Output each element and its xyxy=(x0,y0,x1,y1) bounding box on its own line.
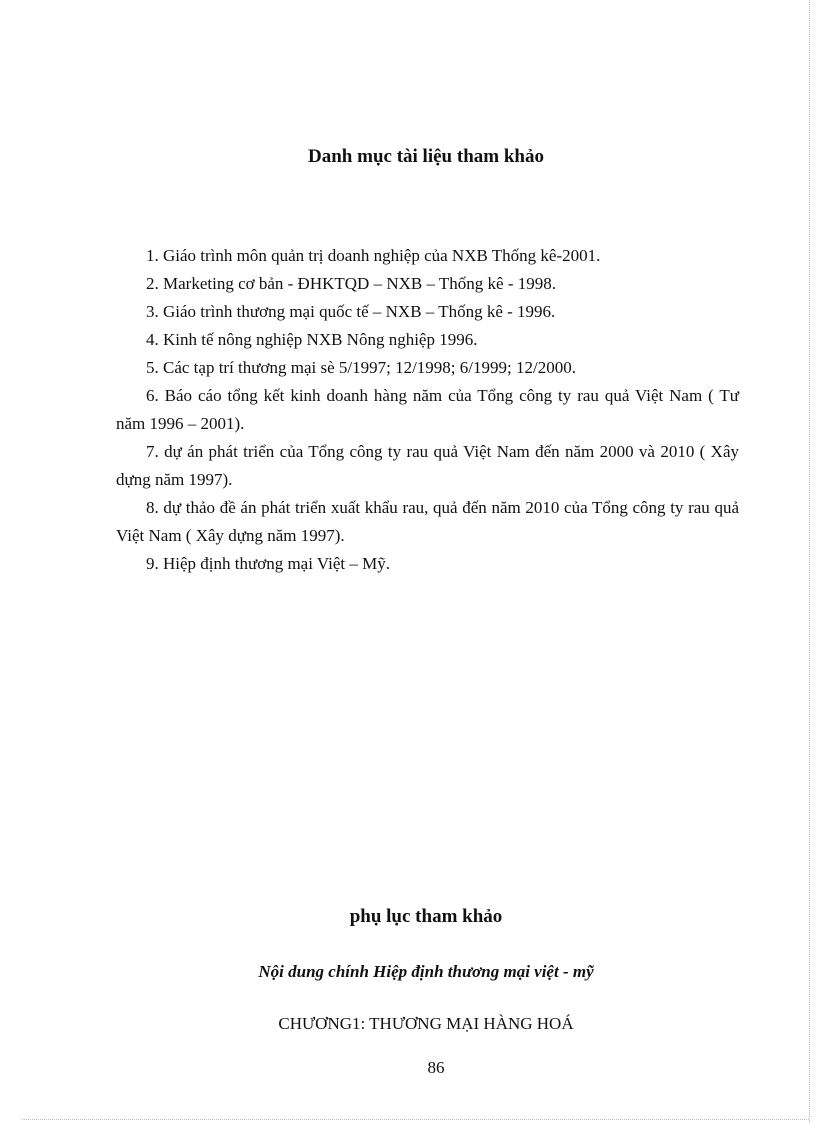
references-title: Danh mục tài liệu tham khảo xyxy=(308,146,544,167)
reference-item: 7. dự án phát triển của Tổng công ty rau quả Việt Nam đến năm 2000 và 2010 ( Xây dựng năm 1997). xyxy=(116,442,739,489)
references-list xyxy=(116,242,739,578)
appendix-title: phụ lục tham khảo xyxy=(349,906,503,927)
reference-item: 1. Giáo trình môn quản trị doanh nghiệp của NXB Thống kê-2001. xyxy=(146,246,601,265)
appendix-subtitle: Nội dung chính Hiệp định thương mại việt - mỹ xyxy=(258,962,594,981)
reference-item: 4. Kinh tế nông nghiệp NXB Nông nghiệp 1996. xyxy=(146,330,478,349)
reference-item: 8. dự thảo đề án phát triển xuất khẩu rau, quả đến năm 2010 của Tổng công ty rau quả Việt Nam ( Xây dựng năm 1997). xyxy=(116,498,739,545)
reference-item: 9. Hiệp định thương mại Việt – Mỹ. xyxy=(146,554,390,573)
page-right-border xyxy=(809,0,810,1123)
reference-item: 2. Marketing cơ bản - ĐHKTQD – NXB – Thống kê - 1998. xyxy=(146,274,557,293)
chapter-heading: CHƯƠNG1: THƯƠNG MẠI HÀNG HOÁ xyxy=(278,1014,574,1033)
reference-item: 5. Các tạp trí thương mại sè 5/1997; 12/1998; 6/1999; 12/2000. xyxy=(146,358,576,377)
reference-item: 6. Báo cáo tổng kết kinh doanh hàng năm của Tổng công ty rau quả Việt Nam ( Tư năm 1996 – 2001). xyxy=(116,386,739,433)
page-bottom-border xyxy=(22,1119,809,1120)
page-number: 86 xyxy=(427,1058,445,1077)
reference-item: 3. Giáo trình thương mại quốc tế – NXB – Thống kê - 1996. xyxy=(146,302,556,321)
